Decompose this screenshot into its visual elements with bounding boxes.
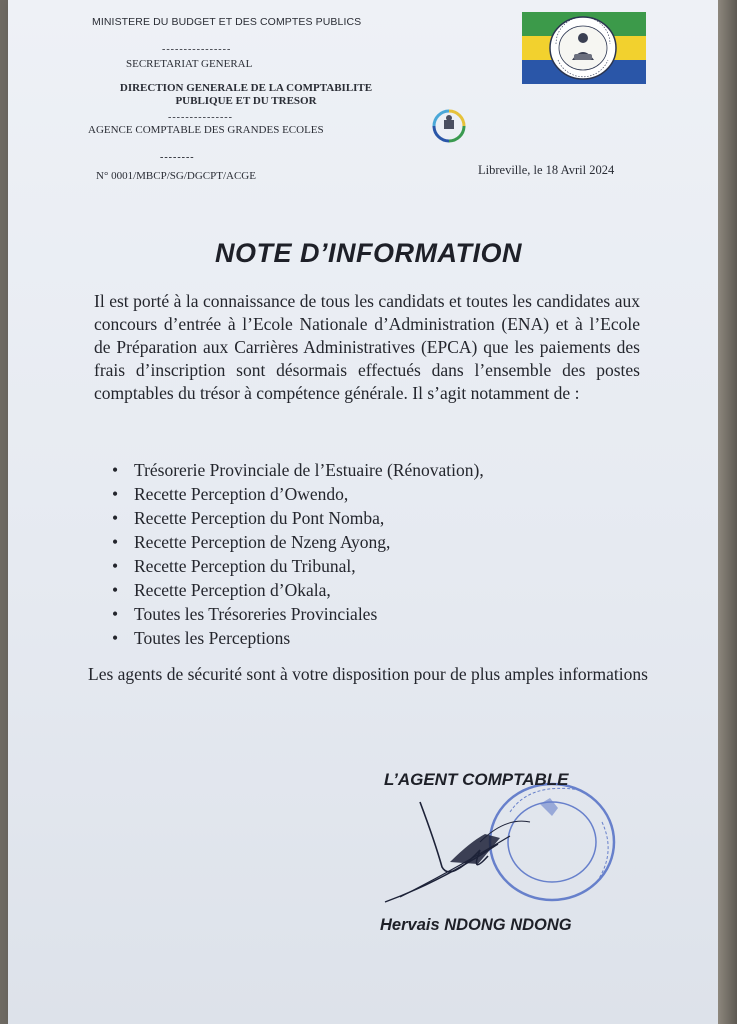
payment-locations-list — [112, 458, 632, 650]
signatory-name: Hervais NDONG NDONG — [380, 916, 572, 934]
list-item: • Recette Perception du Pont Nomba, — [112, 506, 632, 530]
list-item: • Trésorerie Provinciale de l’Estuaire (Rénovation), — [112, 458, 632, 482]
separator-dashes: --------------- — [168, 112, 233, 123]
intro-paragraph: Il est porté à la connaissance de tous les candidats et toutes les candidates aux concours d’entrée à l’Ecole Nationale d’Administration (ENA) et à l’Ecole de Préparation aux Carrières Administratives (EPCA) que les paiements des frais d’inscription sont désormais effectués dans l’ensemble des postes comptables du trésor à compétence générale. Il s’agit notamment de : — [94, 291, 640, 403]
official-stamp-icon — [380, 772, 630, 912]
separator-dashes: ---------------- — [162, 44, 232, 55]
background-surface — [718, 0, 737, 1024]
reference-number: N° 0001/MBCP/SG/DGCPT/ACGE — [96, 170, 256, 182]
place-date: Libreville, le 18 Avril 2024 — [478, 163, 615, 177]
document-title: NOTE D’INFORMATION — [215, 238, 522, 268]
list-item: • Toutes les Trésoreries Provinciales — [112, 602, 632, 626]
direction-line-1: DIRECTION GENERALE DE LA COMPTABILITE — [119, 82, 373, 94]
list-item: • Recette Perception de Nzeng Ayong, — [112, 530, 632, 554]
list-item: • Toutes les Perceptions — [112, 626, 632, 650]
ministry-name: MINISTERE DU BUDGET ET DES COMPTES PUBLICS — [92, 16, 362, 28]
signatory-title: L’AGENT COMPTABLE — [384, 770, 569, 789]
closing-paragraph: Les agents de sécurité sont à votre disposition pour de plus amples informations — [88, 664, 648, 684]
republic-seal-icon — [544, 14, 622, 82]
treasury-logo-icon — [424, 100, 474, 150]
list-item: • Recette Perception du Tribunal, — [112, 554, 632, 578]
direction-line-2: PUBLIQUE ET DU TRESOR — [175, 95, 317, 107]
list-item: • Recette Perception d’Okala, — [112, 578, 632, 602]
direction-name — [96, 82, 396, 108]
secretariat-name: SECRETARIAT GENERAL — [126, 58, 253, 70]
list-item: • Recette Perception d’Owendo, — [112, 482, 632, 506]
separator-dashes: -------- — [160, 152, 195, 163]
agency-name: AGENCE COMPTABLE DES GRANDES ECOLES — [88, 124, 324, 136]
